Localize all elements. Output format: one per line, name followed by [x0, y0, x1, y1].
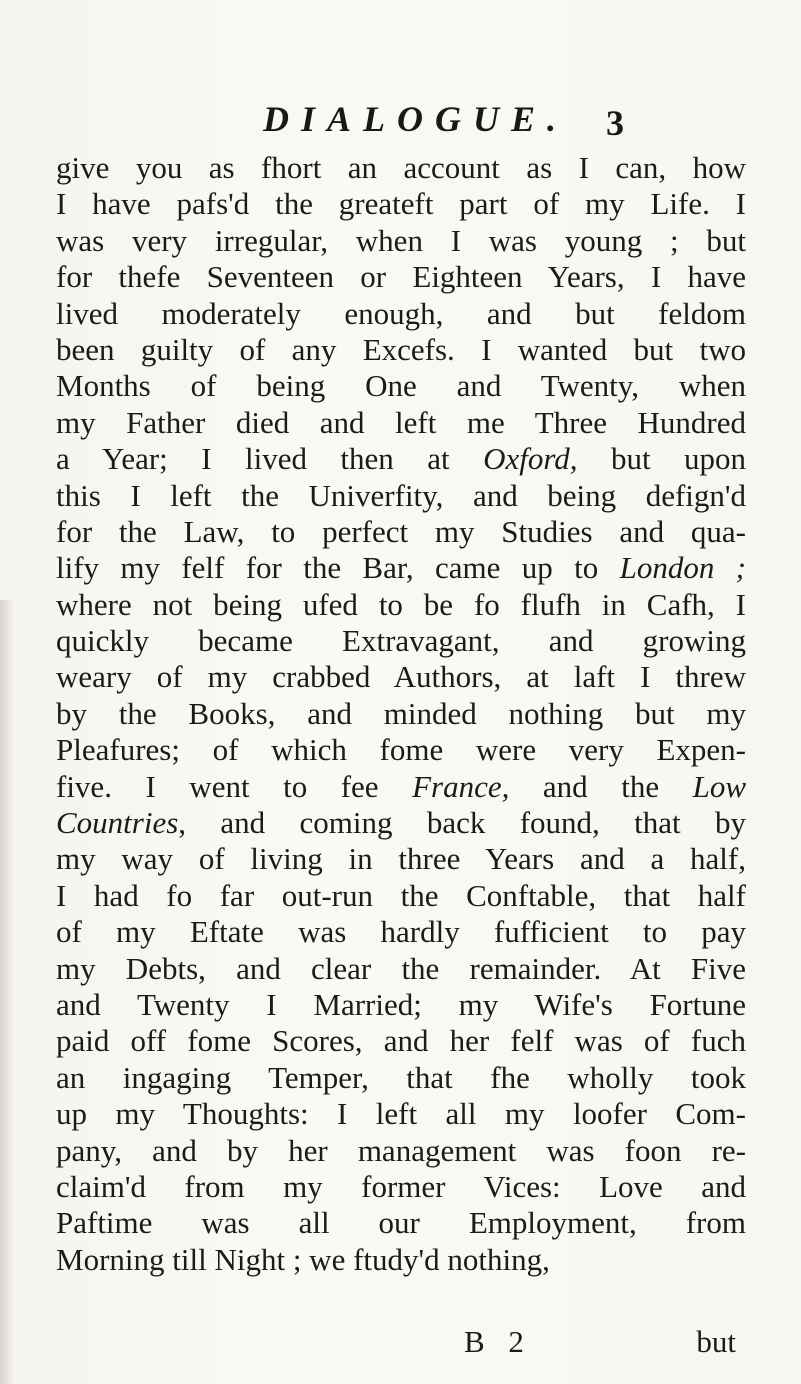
text-segment: , and coming back found, that by [178, 805, 746, 841]
italic-place-name: France, [412, 768, 510, 804]
text-line [56, 550, 746, 586]
text-line: I had fo far out-run the Conftable, that half [56, 877, 746, 913]
text-segment: a Year; I lived then at [56, 441, 450, 477]
text-line: Months of being One and Twenty, when [56, 368, 746, 404]
text-line: of my Eftate was hardly fufficient to pay [56, 914, 746, 950]
page-number: 3 [606, 103, 624, 143]
body-text [56, 150, 746, 1278]
text-line: Paftime was all our Employment, from [56, 1205, 746, 1241]
gutter-shadow [0, 600, 14, 1384]
italic-place-name: Oxford, [483, 441, 578, 477]
catchword: but [696, 1324, 736, 1359]
text-line: Morning till Night ; we ftudy'd nothing, [56, 1241, 550, 1277]
signature-mark: B 2 [464, 1324, 532, 1359]
text-line: pany, and by her management was foon re- [56, 1132, 746, 1168]
text-segment: five. I went to fee [56, 768, 379, 804]
italic-place-name: Low [692, 768, 747, 804]
running-title: DIALOGUE. [263, 99, 569, 139]
text-line: quickly became Extravagant, and growing [56, 623, 746, 659]
text-line: an ingaging Temper, that fhe wholly took [56, 1059, 746, 1095]
text-line: paid off fome Scores, and her felf was of fuch [56, 1023, 746, 1059]
italic-place-name: London ; [619, 550, 746, 586]
text-line: been guilty of any Excefs. I wanted but two [56, 331, 746, 367]
text-segment: lify my felf for the Bar, came up to [56, 550, 599, 586]
text-line: where not being ufed to be fo flufh in Cafh, I [56, 586, 746, 622]
text-line [56, 441, 746, 477]
text-line: by the Books, and minded nothing but my [56, 695, 746, 731]
text-line: for the Law, to perfect my Studies and qua- [56, 513, 746, 549]
text-line: my Father died and left me Three Hundred [56, 404, 746, 440]
text-line: and Twenty I Married; my Wife's Fortune [56, 986, 746, 1022]
footer-row [56, 1324, 746, 1360]
text-line [56, 805, 746, 841]
text-line: my way of living in three Years and a half, [56, 841, 746, 877]
text-line: this I left the Univerfity, and being defign'd [56, 477, 746, 513]
italic-place-name: Countries [56, 805, 179, 841]
text-line: give you as fhort an account as I can, how [56, 150, 746, 185]
text-line: lived moderately enough, and but feldom [56, 295, 746, 331]
running-head [0, 98, 801, 148]
text-segment: and the [542, 768, 660, 804]
text-line: was very irregular, when I was young ; but [56, 222, 746, 258]
text-line: weary of my crabbed Authors, at laft I threw [56, 659, 746, 695]
text-line: for thefe Seventeen or Eighteen Years, I have [56, 259, 746, 295]
text-line: claim'd from my former Vices: Love and [56, 1168, 746, 1204]
text-line: up my Thoughts: I left all my loofer Com- [56, 1096, 746, 1132]
text-line [56, 769, 746, 805]
text-line: I have pafs'd the greateft part of my Life. I [56, 186, 746, 222]
text-line: Pleafures; of which fome were very Expen- [56, 732, 746, 768]
text-line: my Debts, and clear the remainder. At Five [56, 950, 746, 986]
text-segment: but upon [610, 441, 747, 477]
